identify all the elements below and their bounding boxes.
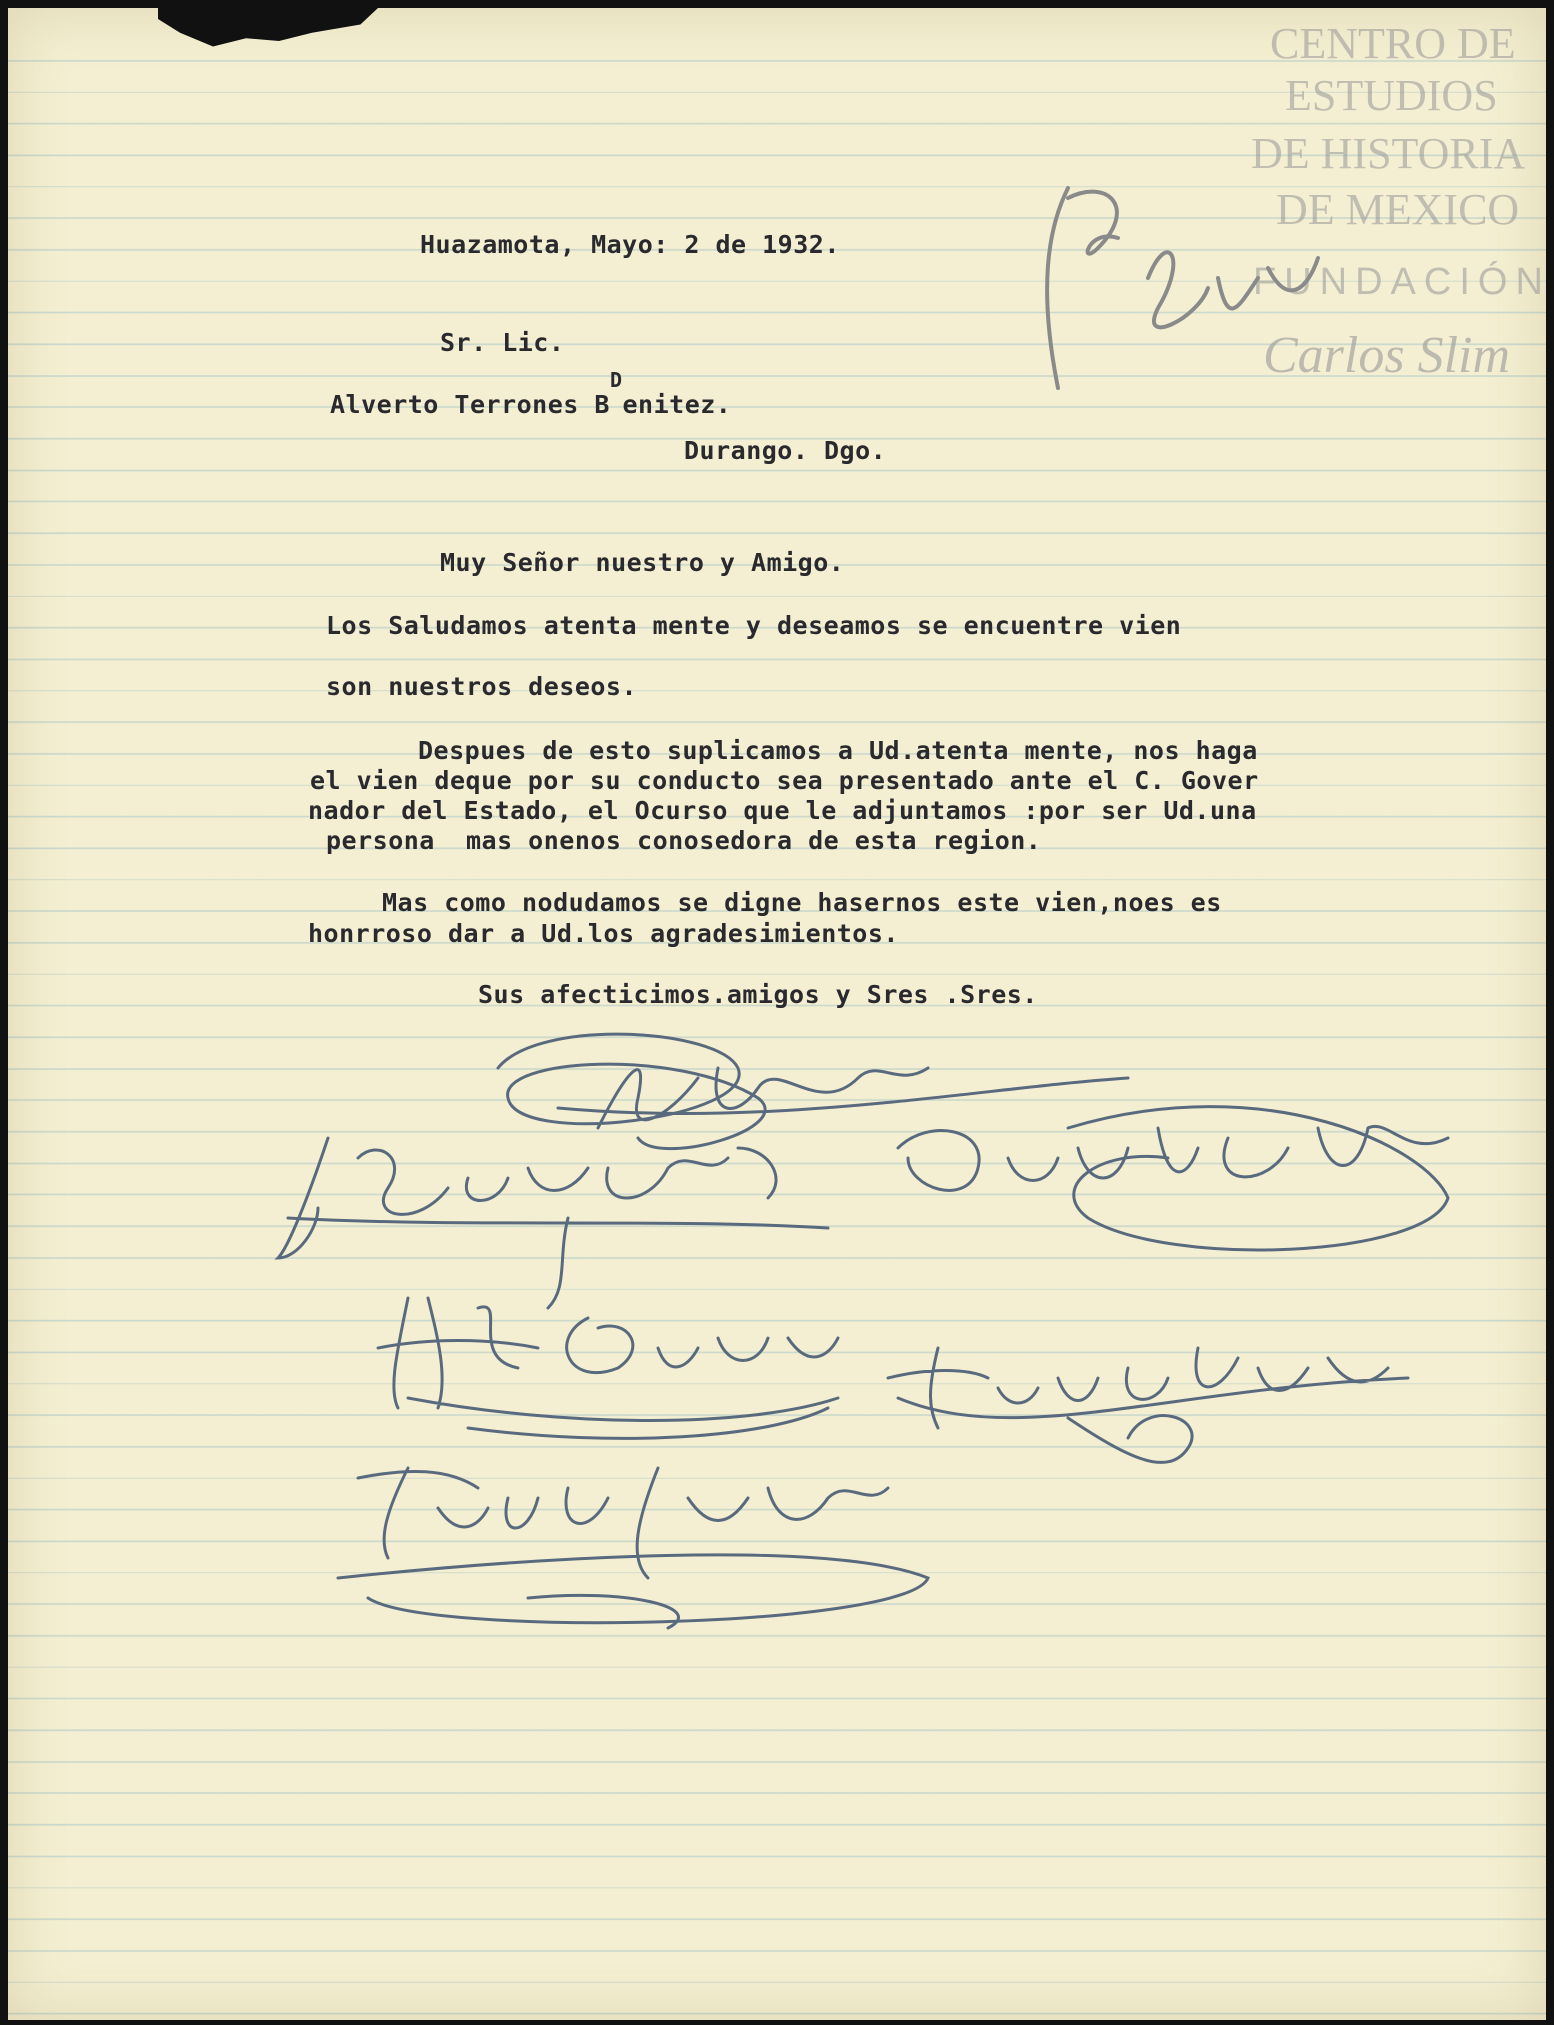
watermark-line-4: DE MEXICO <box>1276 185 1520 234</box>
paragraph-3-line-2: honrroso dar a Ud.los agradesimientos. <box>308 919 899 948</box>
watermark-line-2: ESTUDIOS <box>1285 71 1498 120</box>
watermark-line-6: Carlos Slim <box>1263 327 1511 384</box>
signature-3 <box>868 1088 1488 1293</box>
salutation: Muy Señor nuestro y Amigo. <box>440 548 845 577</box>
paragraph-2-line-4: persona mas onenos conosedora de esta region. <box>326 826 1042 855</box>
handwritten-initials-top <box>1028 168 1328 413</box>
paragraph-3-line-1: Mas como nodudamos se digne hasernos este vien,noes es <box>382 888 1222 917</box>
paragraph-1-line-1: Los Saludamos atenta mente y deseamos se encuentre vien <box>326 611 1182 640</box>
date-line: Huazamota, Mayo: 2 de 1932. <box>420 230 840 259</box>
signature-4 <box>368 1278 868 1463</box>
paragraph-2-line-2: el vien deque por su conducto sea presentado ante el C. Gover <box>310 766 1259 795</box>
recipient-city: Durango. Dgo. <box>684 436 887 465</box>
paragraph-2-line-3: nador del Estado, el Ocurso que le adjuntamos :por ser Ud.una <box>308 796 1257 825</box>
paragraph-1-line-2: son nuestros deseos. <box>326 672 638 701</box>
recipient-title: Sr. Lic. <box>440 328 565 357</box>
recipient-name-end: enitez. <box>622 390 732 419</box>
watermark-line-1: CENTRO DE <box>1270 19 1516 68</box>
signature-5 <box>868 1308 1428 1493</box>
recipient-name-correction: D <box>609 368 623 392</box>
closing-line: Sus afecticimos.amigos y Sres .Sres. <box>478 980 1038 1009</box>
watermark-line-3: DE HISTORIA <box>1251 129 1526 178</box>
letter-paper <box>8 8 1551 2020</box>
signature-6 <box>328 1438 948 1643</box>
paragraph-2-line-1: Despues de esto suplicamos a Ud.atenta mente, nos haga <box>418 736 1258 765</box>
torn-corner <box>158 8 378 63</box>
recipient-name <box>330 368 732 419</box>
watermark-line-5: FUNDACIÓN <box>1253 261 1551 303</box>
recipient-name-main: Alverto Terrones B <box>330 390 610 419</box>
